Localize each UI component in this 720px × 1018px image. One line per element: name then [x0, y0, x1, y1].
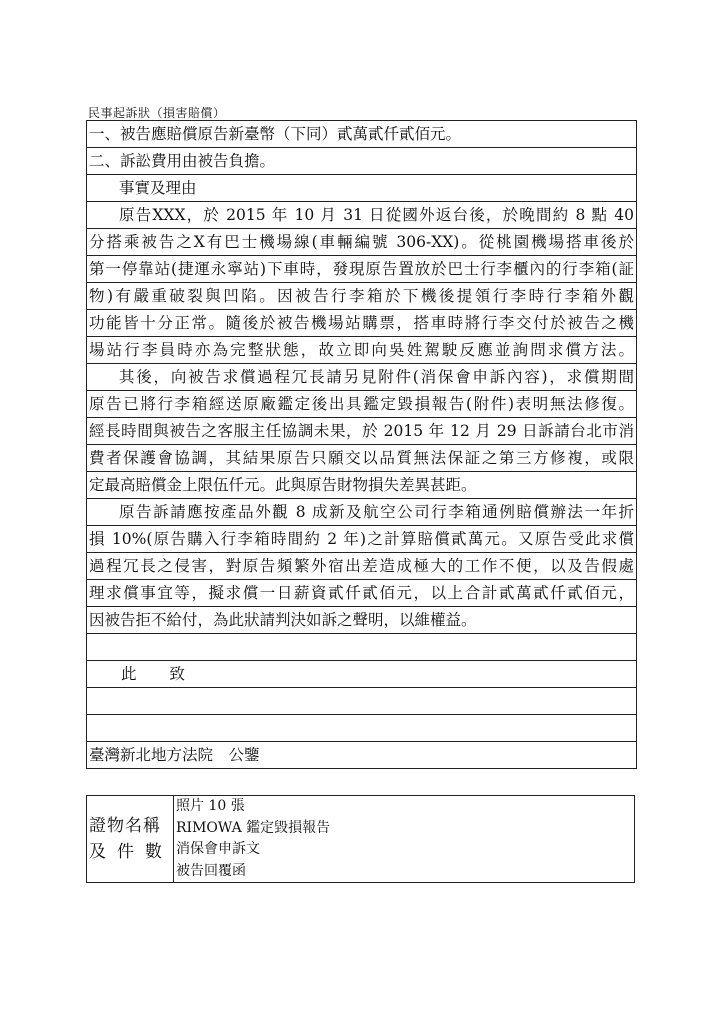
complaint-table: [86, 120, 637, 769]
evidence-label-line1: 證物名稱: [89, 816, 161, 836]
facts-line: 費者保護會協調，其結果原告只願交以品質無法保証之第三方修複，或限: [87, 445, 636, 472]
evidence-item: 被告回覆函: [176, 862, 246, 879]
document-title: 民事起訴狀（損害賠償）: [88, 106, 226, 120]
facts-line: 經長時間與被告之客服主任協調未果，於 2015 年 12 月 29 日訴請台北市消: [87, 418, 636, 445]
facts-line: 物)有嚴重破裂與凹陷。因被告行李箱於下機後提領行李時行李箱外觀: [87, 283, 636, 310]
section-heading-facts: 事實及理由: [87, 175, 636, 202]
facts-line: 理求償事宜等，擬求償一日薪資貳仟貳佰元，以上合計貳萬貳仟貳佰元，: [87, 580, 636, 607]
facts-line: 場站行李員時亦為完整狀態，故立即向吳姓駕駛反應並詢問求償方法。: [87, 337, 636, 364]
facts-line: 損 10%(原告購入行李箱時間約 2 年)之計算賠償貳萬元。又原告受此求償: [87, 526, 636, 553]
blank-row: [87, 715, 636, 742]
evidence-list: [174, 796, 634, 882]
claim-1: 一、被告應賠償原告新臺幣（下同）貳萬貳仟貳佰元。: [87, 121, 636, 148]
claim-2: 二、訴訟費用由被告負擔。: [87, 148, 636, 175]
blank-row: [87, 688, 636, 715]
facts-line: 第一停靠站(捷運永寧站)下車時，發現原告置放於巴士行李櫃內的行李箱(証: [87, 256, 636, 283]
closing-salutation: 此 致: [87, 661, 636, 688]
facts-line: 其後，向被告求償過程冗長請另見附件(消保會申訴內容)，求償期間: [87, 364, 636, 391]
facts-line: 定最高賠償金上限伍仟元。此與原告財物損失差異甚距。: [87, 472, 636, 499]
evidence-table: [86, 795, 635, 883]
evidence-item: 消保會申訴文: [176, 841, 260, 857]
evidence-item: 照片 10 張: [176, 798, 245, 814]
evidence-label-line2: 及件數: [89, 842, 173, 862]
facts-line: 原告訴請應按產品外觀 8 成新及航空公司行李箱通例賠償辦法一年折: [87, 499, 636, 526]
facts-line: 原告已將行李箱經送原廠鑑定後出具鑑定毀損報告(附件)表明無法修復。: [87, 391, 636, 418]
facts-line: 過程冗長之侵害，對原告頻繁外宿出差造成極大的工作不便，以及告假處: [87, 553, 636, 580]
facts-line: 分搭乘被告之X有巴士機場線(車輛編號 306-XX)。從桃園機場搭車後於: [87, 229, 636, 256]
blank-row: [87, 634, 636, 661]
court-addressee: 臺灣新北地方法院 公鑒: [87, 742, 636, 769]
facts-line: 功能皆十分正常。隨後於被告機場站購票，搭車時將行李交付於被告之機: [87, 310, 636, 337]
evidence-label: [87, 796, 174, 882]
evidence-item: RIMOWA 鑑定毀損報告: [176, 819, 331, 836]
facts-line: 因被告拒不給付，為此狀請判決如訴之聲明，以維權益。: [87, 607, 636, 634]
facts-line: 原告XXX，於 2015 年 10 月 31 日從國外返台後，於晚間約 8 點 40: [87, 202, 636, 229]
